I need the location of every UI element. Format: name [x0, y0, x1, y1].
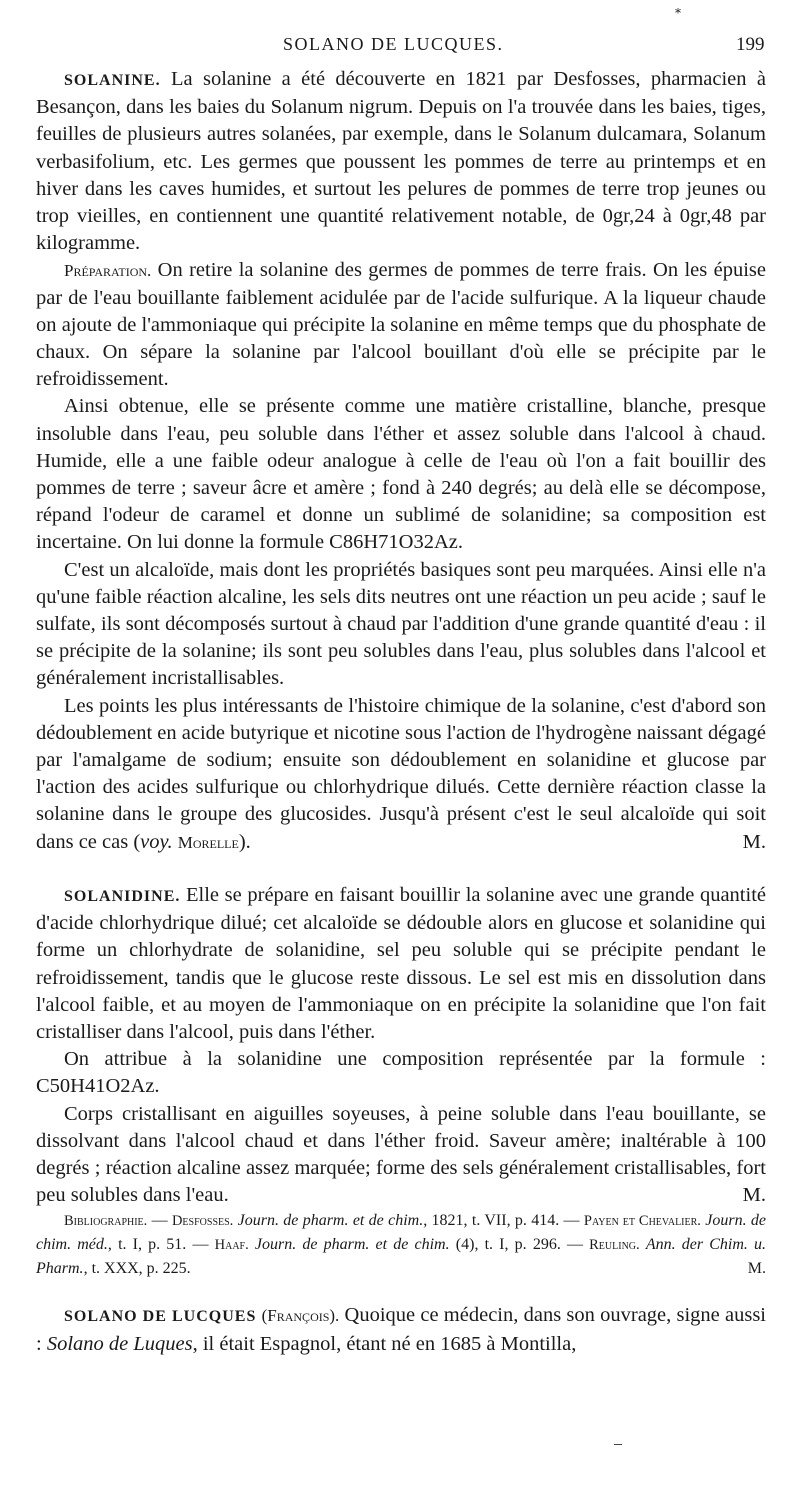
bib-author: Desfosses.	[171, 1213, 234, 1230]
spacer	[36, 856, 766, 882]
voy-abbrev: voy.	[140, 830, 173, 853]
running-title: SOLANO DE LUCQUES.	[283, 34, 504, 54]
solano-text: Quoique ce médecin, dans son ouvrage, signe aussi :	[36, 1304, 767, 1355]
entry-term-solanine: SOLANINE.	[64, 72, 161, 89]
bib-ref: , t. XXX, p. 225.	[83, 1260, 191, 1278]
solanine-preparation	[36, 257, 766, 393]
cross-ref-morelle[interactable]: Morelle	[177, 832, 239, 852]
bib-journal: Journ. de chim. méd.	[36, 1212, 767, 1254]
bib-ref: , 1821, t. VII, p. 414. —	[423, 1212, 580, 1230]
solanidine-para-1: Elle se prépare en faisant bouillir la solanine avec une grande quantité d'acide chlorhydrique dilué; cet alcaloïde se dédouble alors en glucose et solanidine qui forme un chlorhydrate de solanidine, sel peu soluble qui se précipite pendant le refroidissement, tandis que le glucose reste dissous. Le sel est mis en dissolution dans l'alcool faible, et au moyen de l'ammoniaque on en précipite la solanidine que l'on fait cristalliser dans l'alcool, puis dans l'éther.	[36, 883, 766, 1043]
solanidine-para-2: On attribue à la solanidine une composition représentée par la formule : C50H41O2Az.	[36, 1048, 766, 1098]
signature-solanine: M.	[742, 830, 766, 853]
spacer	[36, 1280, 766, 1302]
entry-term-solano: SOLANO DE LUCQUES	[64, 1308, 257, 1326]
margin-mark: *	[675, 6, 681, 20]
solanine-para-3: Ainsi obtenue, elle se présente comme une matière cristalline, blanche, presque insoluble dans l'eau, peu soluble dans l'éther et assez soluble dans l'alcool à chaud. Humide, elle a une faible odeur analogue à celle de l'eau où l'on a fait bouillir des pommes de terre ; saveur âcre et amère ; fond à 240 degrés; au delà elle se décompose, répand l'odeur de caramel et donne un sublimé de solanidine; sa composition est incertaine. On lui donne la formule C86H71O32Az.	[36, 395, 766, 554]
bibliography: Bibliographie. — Desfosses. Journ. de pharm. et de chim., 1821, t. VII, p. 414. — Payen et Chevalier. Journ. de chim. méd., t. I, p. 51. — Haaf. Journ. de pharm. et de chim. (4), t. I, p. 296. — Reuling. Ann. der Chim. u. Pharm., t. XXX, p. 225. M.	[36, 1209, 766, 1280]
bibliography-label: Bibliographie.	[64, 1213, 148, 1230]
page-number: 199	[736, 34, 765, 55]
bib-journal: Ann. der Chim. u. Pharm.	[36, 1236, 767, 1278]
bib-journal: Journ. de pharm. et de chim.	[237, 1212, 424, 1230]
preparation-label: Préparation.	[64, 261, 152, 281]
solano-text-2: , il était Espagnol, étant né en 1685 à Montilla,	[192, 1332, 577, 1355]
solanine-para-2: On retire la solanine des germes de pommes de terre frais. On les épuise par de l'eau bouillante faiblement acidulée par de l'acide sulfurique. A la liqueur chaude on ajoute de l'ammoniaque qui précipite la solanine en même temps que du phosphate de chaux. On sépare la solanine par l'alcool bouillant d'où elle se précipite par le refroidissement.	[36, 259, 766, 391]
solanine-para-5-block	[36, 693, 766, 856]
solanidine-para-3-block	[36, 1101, 766, 1210]
bottom-rule	[614, 1444, 622, 1445]
bib-author: Haaf.	[214, 1237, 249, 1254]
bib-ref: , t. I, p. 51. —	[107, 1236, 209, 1254]
bib-ref: (4), t. I, p. 296. —	[455, 1236, 583, 1254]
solanidine-para-3: Corps cristallisant en aiguilles soyeuses, à peine soluble dans l'eau bouillante, se dissolvant dans l'alcool chaud et dans l'éther froid. Saveur amère; inaltérable à 100 degrés ; réaction alcaline assez marquée; forme des sels généralement cristallisables, fort peu solubles dans l'eau.	[36, 1102, 766, 1207]
solanine-para-5-end: ).	[238, 830, 251, 853]
signature-solanidine: M.	[742, 1184, 766, 1207]
bib-author: Reuling.	[589, 1237, 640, 1254]
solano-first-name: (François).	[261, 1306, 340, 1326]
bib-journal: Journ. de pharm. et de chim.	[254, 1236, 450, 1254]
entry-term-solanidine: SOLANIDINE.	[64, 887, 181, 905]
article-body	[36, 66, 766, 1358]
solano-entry	[36, 1302, 766, 1357]
signature-bibliography: M.	[747, 1260, 766, 1278]
solanine-para-4: C'est un alcaloïde, mais dont les propriétés basiques sont peu marquées. Ainsi elle n'a qu'une faible réaction alcaline, les sels dits neutres ont une réaction un peu acide ; sauf le sulfate, ils sont décomposés surtout à chaud par l'addition d'une grande quantité d'eau : il se précipite de la solanine; ils sont peu solubles dans l'eau, plus solubles dans l'alcool et généralement incristallisables.	[36, 558, 766, 690]
solanine-intro	[36, 66, 766, 257]
solanidine-intro	[36, 882, 766, 1046]
solanine-para-5: Les points les plus intéressants de l'histoire chimique de la solanine, c'est d'abord son dédoublement en acide butyrique et nicotine sous l'action de l'hydrogène naissant dégagé par l'amalgame de sodium; ensuite son dédoublement en solanidine et glucose par l'action des acides sulfurique ou chlorhydrique dilués. Cette dernière réaction classe la solanine dans le groupe des glucosides. Jusqu'à présent c'est le seul alcaloïde qui soit dans ce cas (	[36, 694, 766, 853]
solanine-para-1: La solanine a été découverte en 1821 par Desfosses, pharmacien à Besançon, dans les baies du Solanum nigrum. Depuis on l'a trouvée dans les baies, tiges, feuilles de plusieurs autres solanées, par exemple, dans le Solanum dulcamara, Solanum verbasifolium, etc. Les germes que poussent les pommes de terre au printemps et en hiver dans les caves humides, et surtout les pelures de pommes de terre trop jeunes ou trop vieilles, en contiennent une quantité relativement notable, de 0gr,24 à 0gr,48 par kilogramme.	[36, 68, 767, 255]
running-header	[0, 34, 800, 58]
solano-signed-name: Solano de Luques	[46, 1332, 193, 1355]
bib-author: Payen et Chevalier.	[583, 1213, 701, 1230]
